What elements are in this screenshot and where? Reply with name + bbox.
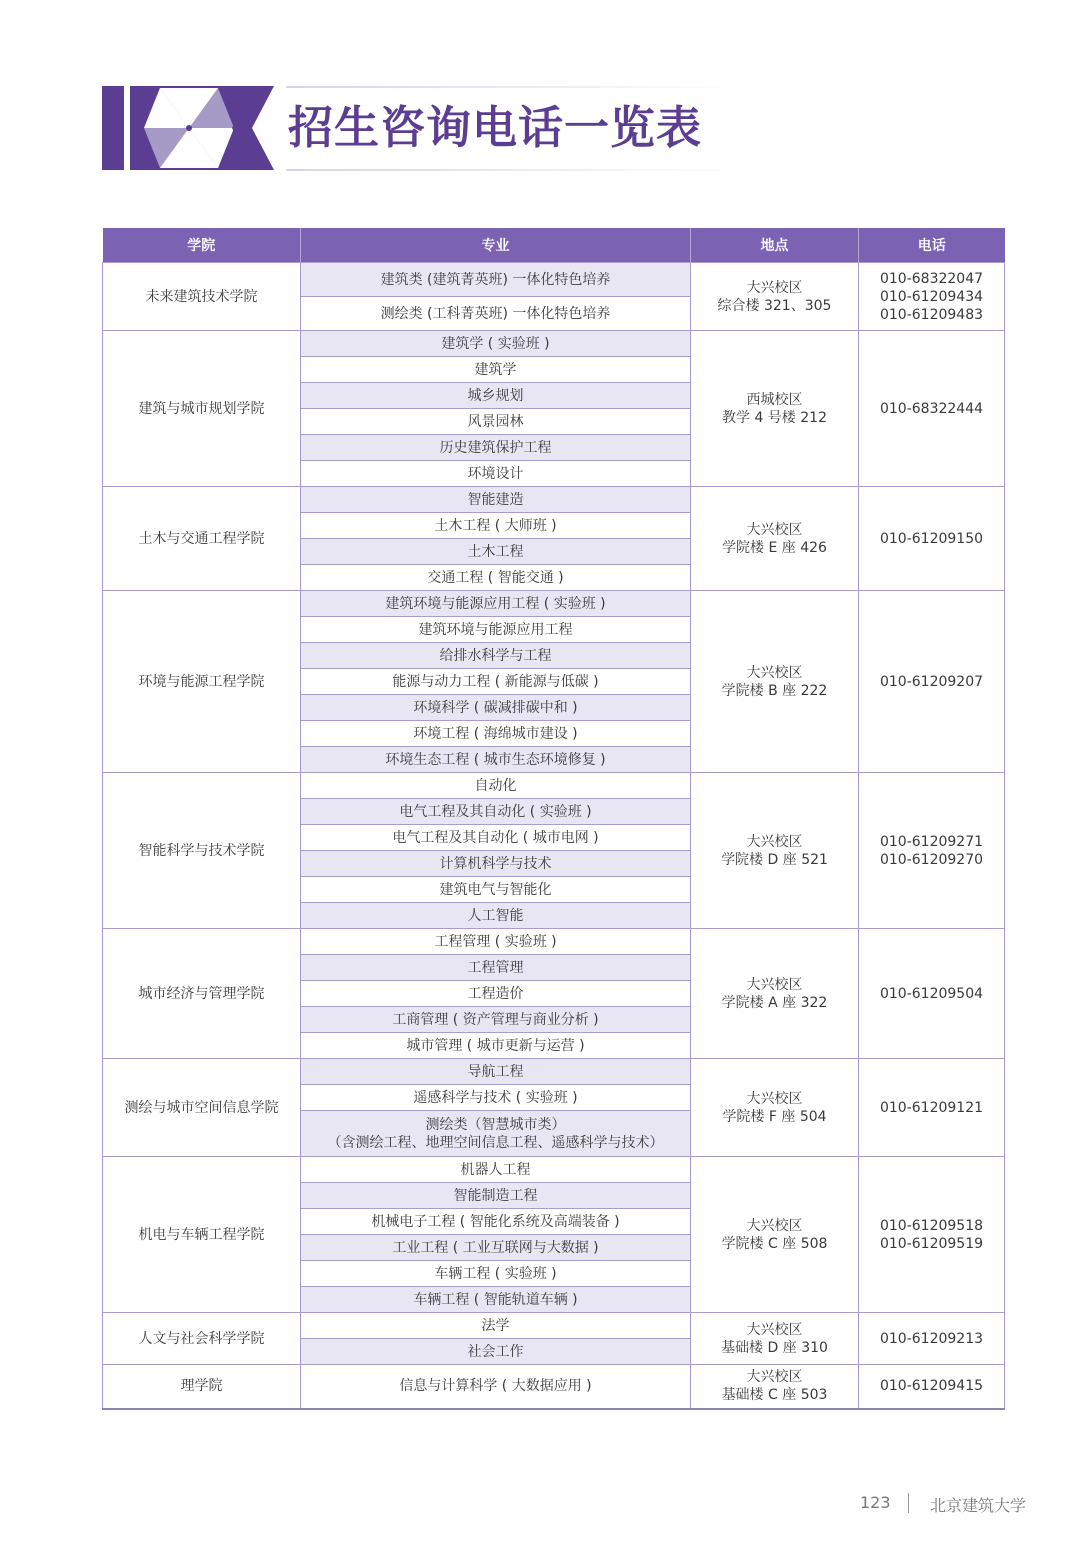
location-cell: 大兴校区 学院楼 C 座 508 <box>691 1157 859 1313</box>
phone-cell: 010-61209415 <box>859 1365 1005 1409</box>
admissions-phone-table <box>102 228 1005 1410</box>
major-cell: 建筑类 (建筑菁英班) 一体化特色培养 <box>301 263 691 297</box>
major-cell: 机器人工程 <box>301 1157 691 1183</box>
major-cell: 土木工程 ( 大师班 ) <box>301 513 691 539</box>
college-name-cell: 人文与社会科学学院 <box>103 1313 301 1365</box>
location-cell: 大兴校区 学院楼 F 座 504 <box>691 1059 859 1157</box>
major-cell: 工程管理 ( 实验班 ) <box>301 929 691 955</box>
table-row <box>103 1157 1005 1183</box>
table-row <box>103 929 1005 955</box>
table-row <box>103 331 1005 357</box>
table-body <box>103 263 1005 1409</box>
major-cell: 建筑学 ( 实验班 ) <box>301 331 691 357</box>
column-header-phone: 电话 <box>859 228 1005 263</box>
major-cell: 建筑环境与能源应用工程 <box>301 617 691 643</box>
phone-cell: 010-61209518 010-61209519 <box>859 1157 1005 1313</box>
phone-cell: 010-61209271 010-61209270 <box>859 773 1005 929</box>
major-cell: 自动化 <box>301 773 691 799</box>
title-top-rule <box>286 86 746 88</box>
phone-cell: 010-68322047 010-61209434 010-61209483 <box>859 263 1005 331</box>
phone-cell: 010-61209213 <box>859 1313 1005 1365</box>
major-cell: 智能建造 <box>301 487 691 513</box>
major-cell: 测绘类（智慧城市类） （含测绘工程、地理空间信息工程、遥感科学与技术） <box>301 1111 691 1157</box>
major-cell: 环境生态工程 ( 城市生态环境修复 ) <box>301 747 691 773</box>
major-cell: 遥感科学与技术 ( 实验班 ) <box>301 1085 691 1111</box>
location-cell: 大兴校区 基础楼 C 座 503 <box>691 1365 859 1409</box>
major-cell: 车辆工程 ( 智能轨道车辆 ) <box>301 1287 691 1313</box>
major-cell: 车辆工程 ( 实验班 ) <box>301 1261 691 1287</box>
phone-cell: 010-61209150 <box>859 487 1005 591</box>
major-cell: 建筑环境与能源应用工程 ( 实验班 ) <box>301 591 691 617</box>
major-cell: 城市管理 ( 城市更新与运营 ) <box>301 1033 691 1059</box>
major-cell: 信息与计算科学 ( 大数据应用 ) <box>301 1365 691 1409</box>
location-cell: 大兴校区 学院楼 D 座 521 <box>691 773 859 929</box>
column-header-location: 地点 <box>691 228 859 263</box>
college-name-cell: 环境与能源工程学院 <box>103 591 301 773</box>
college-name-cell: 理学院 <box>103 1365 301 1409</box>
major-cell: 智能制造工程 <box>301 1183 691 1209</box>
major-cell: 机械电子工程 ( 智能化系统及高端装备 ) <box>301 1209 691 1235</box>
phone-cell: 010-61209207 <box>859 591 1005 773</box>
major-cell: 环境设计 <box>301 461 691 487</box>
location-cell: 西城校区 教学 4 号楼 212 <box>691 331 859 487</box>
phone-cell: 010-68322444 <box>859 331 1005 487</box>
table-row <box>103 487 1005 513</box>
major-cell: 电气工程及其自动化 ( 城市电网 ) <box>301 825 691 851</box>
page-title: 招生咨询电话一览表 <box>288 101 703 154</box>
major-cell: 测绘类 (工科菁英班) 一体化特色培养 <box>301 297 691 331</box>
college-name-cell: 机电与车辆工程学院 <box>103 1157 301 1313</box>
phone-cell: 010-61209504 <box>859 929 1005 1059</box>
major-cell: 能源与动力工程 ( 新能源与低碳 ) <box>301 669 691 695</box>
college-logo-graphic <box>102 84 274 170</box>
college-name-cell: 智能科学与技术学院 <box>103 773 301 929</box>
major-cell: 建筑电气与智能化 <box>301 877 691 903</box>
major-cell: 社会工作 <box>301 1339 691 1365</box>
table-row <box>103 773 1005 799</box>
footer-university-name: 北京建筑大学 <box>930 1496 1027 1515</box>
college-name-cell: 建筑与城市规划学院 <box>103 331 301 487</box>
major-cell: 工业工程 ( 工业互联网与大数据 ) <box>301 1235 691 1261</box>
title-bottom-rule <box>286 169 746 171</box>
major-cell: 城乡规划 <box>301 383 691 409</box>
table-row <box>103 591 1005 617</box>
table-row <box>103 1313 1005 1339</box>
major-cell: 环境工程 ( 海绵城市建设 ) <box>301 721 691 747</box>
major-cell: 电气工程及其自动化 ( 实验班 ) <box>301 799 691 825</box>
major-cell: 土木工程 <box>301 539 691 565</box>
column-header-major: 专业 <box>301 228 691 263</box>
college-name-cell: 土木与交通工程学院 <box>103 487 301 591</box>
major-cell: 法学 <box>301 1313 691 1339</box>
college-name-cell: 测绘与城市空间信息学院 <box>103 1059 301 1157</box>
footer-divider <box>908 1493 909 1513</box>
college-name-cell: 城市经济与管理学院 <box>103 929 301 1059</box>
major-cell: 交通工程 ( 智能交通 ) <box>301 565 691 591</box>
major-cell: 导航工程 <box>301 1059 691 1085</box>
location-cell: 大兴校区 基础楼 D 座 310 <box>691 1313 859 1365</box>
college-name-cell: 未来建筑技术学院 <box>103 263 301 331</box>
major-cell: 环境科学 ( 碳减排碳中和 ) <box>301 695 691 721</box>
major-cell: 工程造价 <box>301 981 691 1007</box>
major-cell: 工商管理 ( 资产管理与商业分析 ) <box>301 1007 691 1033</box>
location-cell: 大兴校区 综合楼 321、305 <box>691 263 859 331</box>
major-cell: 风景园林 <box>301 409 691 435</box>
location-cell: 大兴校区 学院楼 E 座 426 <box>691 487 859 591</box>
major-cell: 历史建筑保护工程 <box>301 435 691 461</box>
major-cell: 给排水科学与工程 <box>301 643 691 669</box>
table-row <box>103 1059 1005 1085</box>
major-cell: 工程管理 <box>301 955 691 981</box>
major-cell: 人工智能 <box>301 903 691 929</box>
location-cell: 大兴校区 学院楼 A 座 322 <box>691 929 859 1059</box>
page-number: 123 <box>860 1493 891 1512</box>
table-row <box>103 1365 1005 1409</box>
major-cell: 计算机科学与技术 <box>301 851 691 877</box>
column-header-college: 学院 <box>103 228 301 263</box>
location-cell: 大兴校区 学院楼 B 座 222 <box>691 591 859 773</box>
phone-cell: 010-61209121 <box>859 1059 1005 1157</box>
table-row <box>103 263 1005 297</box>
major-cell: 建筑学 <box>301 357 691 383</box>
table-header-row <box>103 228 1005 263</box>
